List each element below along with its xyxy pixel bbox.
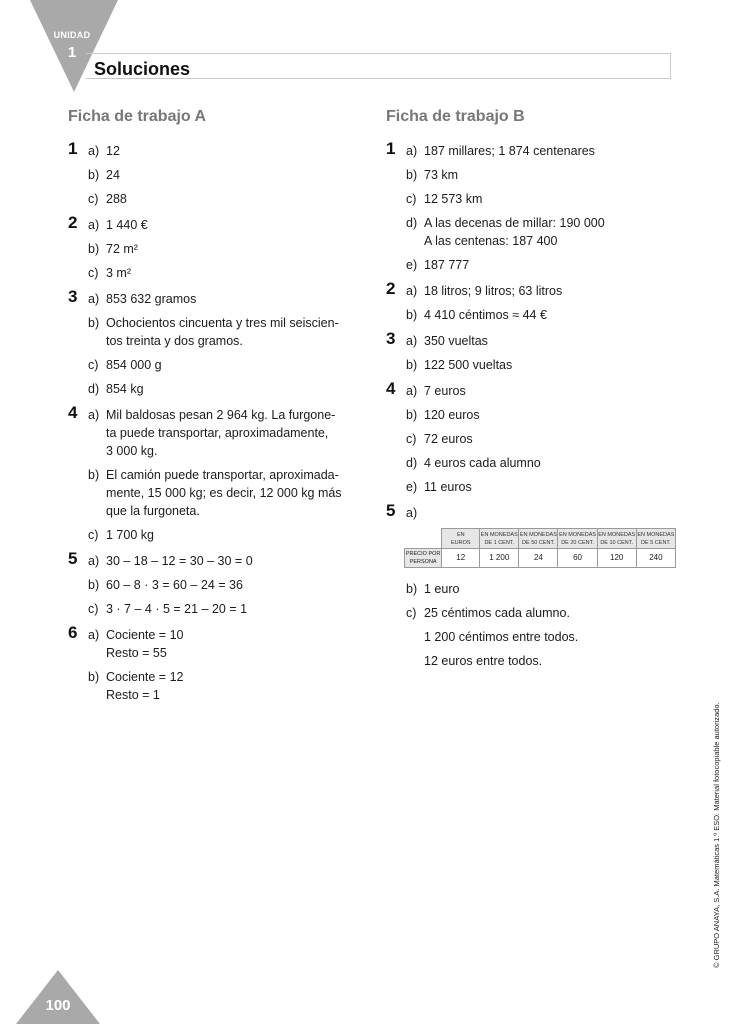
answer-item: [88, 668, 358, 704]
answer-text: 11 euros: [424, 480, 472, 494]
answer-item: [88, 216, 358, 234]
table-header: EN EUROS: [442, 529, 480, 549]
answer-text: 3 m²: [106, 266, 131, 280]
item-letter: b): [88, 242, 100, 256]
answer-text: 30 – 18 – 12 = 30 – 30 = 0: [106, 554, 253, 568]
exercise-number: 2: [68, 213, 78, 232]
item-letter: a): [406, 144, 418, 158]
table-cell: 12: [442, 549, 480, 568]
answer-text: 72 m²: [106, 242, 138, 256]
answer-item: [406, 504, 676, 522]
item-letter: c): [406, 606, 417, 620]
answer-text: 122 500 vueltas: [424, 358, 513, 372]
item-letter: b): [88, 670, 100, 684]
item-letter: b): [406, 582, 418, 596]
unit-number: 1: [67, 44, 77, 61]
answer-item: [88, 406, 358, 460]
answer-text: 25 céntimos cada alumno.: [424, 606, 570, 620]
answer-text: Cociente = 12 Resto = 1: [106, 670, 184, 702]
exercise-b4: [386, 379, 676, 496]
answer-item: [406, 190, 676, 208]
answer-item: [406, 332, 676, 350]
exercise-a5: [68, 549, 358, 618]
answer-item: [406, 356, 676, 374]
answer-item: [88, 576, 358, 594]
exercise-a3: [68, 287, 358, 398]
answer-item: [406, 214, 676, 250]
item-letter: a): [406, 384, 418, 398]
item-letter: c): [88, 192, 99, 206]
answer-item: [88, 626, 358, 662]
answer-text: 4 410 céntimos ≈ 44 €: [424, 308, 547, 322]
answer-text: 187 777: [424, 258, 470, 272]
exercise-number: 3: [386, 329, 396, 348]
answer-item: [88, 264, 358, 282]
answer-text: 854 000 g: [106, 358, 162, 372]
answer-text: 120 euros: [424, 408, 480, 422]
table-row-header: PRECIO POR PERSONA: [405, 549, 442, 568]
item-letter: a): [88, 218, 100, 232]
answer-item: [406, 478, 676, 496]
table-cell: 240: [636, 549, 675, 568]
answer-item: [88, 552, 358, 570]
exercise-number: 1: [68, 139, 78, 158]
answer-text: 72 euros: [424, 432, 473, 446]
ficha-b-title: Ficha de trabajo B: [386, 108, 525, 125]
answer-item: [88, 190, 358, 208]
answer-item: [406, 430, 676, 448]
answer-text: 350 vueltas: [424, 334, 488, 348]
table-header: EN MONEDAS DE 10 CENT.: [597, 529, 636, 549]
item-letter: b): [88, 316, 100, 330]
answer-item: [406, 282, 676, 300]
answer-text: 24: [106, 168, 120, 182]
item-letter: a): [88, 554, 100, 568]
exercise-a4: [68, 403, 358, 544]
ficha-a-title: Ficha de trabajo A: [68, 108, 207, 125]
answer-text: 4 euros cada alumno: [424, 456, 541, 470]
exercise-a2: [68, 213, 358, 282]
item-letter: e): [406, 480, 418, 494]
item-letter: c): [88, 266, 99, 280]
item-letter: d): [88, 382, 100, 396]
answer-text: 288: [106, 192, 127, 206]
answer-text: Cociente = 10 Resto = 55: [106, 628, 184, 660]
page-number-corner: [0, 964, 120, 1024]
item-letter: c): [88, 602, 99, 616]
answer-continuation: 1 200 céntimos entre todos.: [424, 630, 579, 644]
answer-continuation: 12 euros entre todos.: [424, 654, 543, 668]
answer-text: 73 km: [424, 168, 459, 182]
item-letter: c): [406, 432, 417, 446]
item-letter: d): [406, 456, 418, 470]
item-letter: a): [406, 284, 418, 298]
exercise-number: 5: [386, 501, 396, 520]
exercise-a6: [68, 623, 358, 704]
exercise-number: 4: [68, 403, 78, 422]
item-letter: b): [88, 168, 100, 182]
answer-item: [88, 356, 358, 374]
answer-item: [406, 406, 676, 424]
exercise-b2: [386, 279, 676, 324]
answer-item: [406, 604, 676, 622]
table-header: EN MONEDAS DE 1 CENT.: [480, 529, 519, 549]
coins-table-header-row: [405, 529, 676, 549]
item-letter: b): [88, 468, 100, 482]
answer-item: [406, 454, 676, 472]
answer-item: [406, 256, 676, 274]
exercise-b3: [386, 329, 676, 374]
item-letter: c): [88, 528, 99, 542]
exercise-b1: [386, 139, 676, 274]
page-number: 100: [45, 997, 71, 1014]
answer-text: Ochocientos cincuenta y tres mil seiscien- tos treinta y dos gramos.: [106, 316, 339, 348]
table-cell: 60: [558, 549, 597, 568]
item-letter: c): [88, 358, 99, 372]
answer-item: [88, 142, 358, 160]
item-letter: b): [406, 168, 418, 182]
exercise-a1: [68, 139, 358, 208]
table-header: EN MONEDAS DE 20 CENT.: [558, 529, 597, 549]
answer-text: 3 · 7 – 4 · 5 = 21 – 20 = 1: [106, 602, 248, 616]
table-cell: 1 200: [480, 549, 519, 568]
answer-item: [406, 382, 676, 400]
item-letter: b): [88, 578, 100, 592]
item-letter: b): [406, 358, 418, 372]
answer-text: 853 632 gramos: [106, 292, 197, 306]
exercise-b5: [386, 501, 676, 670]
table-cell: 24: [519, 549, 558, 568]
answer-text: 1 euro: [424, 582, 460, 596]
answer-text: Mil baldosas pesan 2 964 kg. La furgone- ta puede transportar, aproximadamente, 3 000 kg.: [106, 408, 336, 458]
copyright-notice: © GRUPO ANAYA, S.A. Matemáticas 1.º ESO. Material fotocopiable autorizado.: [712, 702, 721, 968]
item-letter: a): [406, 334, 418, 348]
unit-label: UNIDAD: [53, 30, 91, 40]
item-letter: c): [406, 192, 417, 206]
exercise-number: 6: [68, 623, 78, 642]
answer-text: 854 kg: [106, 382, 144, 396]
answer-item: [406, 142, 676, 160]
table-cell: 120: [597, 549, 636, 568]
answer-text: 7 euros: [424, 384, 466, 398]
answer-item: [88, 314, 358, 350]
answer-item: [88, 240, 358, 258]
answer-item: [88, 600, 358, 618]
answer-item: [88, 526, 358, 544]
answer-item: [406, 306, 676, 324]
answer-item: [406, 166, 676, 184]
answer-item: [88, 380, 358, 398]
answer-text: 187 millares; 1 874 centenares: [424, 144, 595, 158]
item-letter: b): [406, 408, 418, 422]
coins-table-row: [405, 549, 676, 568]
answer-item: [88, 290, 358, 308]
table-header: EN MONEDAS DE 5 CENT.: [636, 529, 675, 549]
item-letter: a): [406, 506, 418, 520]
exercise-number: 4: [386, 379, 396, 398]
answer-text: El camión puede transportar, aproximada- mente, 15 000 kg; es decir, 12 000 kg más que la furgoneta.: [106, 468, 342, 518]
answer-text: 12: [106, 144, 120, 158]
item-letter: d): [406, 216, 418, 230]
exercise-number: 3: [68, 287, 78, 306]
answer-item: [88, 166, 358, 184]
item-letter: e): [406, 258, 418, 272]
table-header: EN MONEDAS DE 50 CENT.: [519, 529, 558, 549]
ficha-a-column: [68, 108, 358, 712]
exercise-number: 2: [386, 279, 396, 298]
item-letter: a): [88, 144, 100, 158]
answer-text: [424, 504, 676, 522]
page-title: Soluciones: [94, 59, 191, 79]
answer-text: 1 440 €: [106, 218, 148, 232]
answer-text: A las decenas de millar: 190 000 A las centenas: 187 400: [424, 216, 605, 248]
exercise-number: 1: [386, 139, 396, 158]
answer-text: 1 700 kg: [106, 528, 154, 542]
item-letter: a): [88, 628, 100, 642]
answer-text: 18 litros; 9 litros; 63 litros: [424, 284, 563, 298]
coins-table: [404, 528, 676, 568]
ficha-b-column: [386, 108, 676, 678]
item-letter: b): [406, 308, 418, 322]
answer-text: 12 573 km: [424, 192, 483, 206]
item-letter: a): [88, 408, 100, 422]
answer-item: [406, 580, 676, 598]
answer-text: 60 – 8 · 3 = 60 – 24 = 36: [106, 578, 243, 592]
item-letter: a): [88, 292, 100, 306]
table-corner: [405, 529, 442, 549]
answer-item: [88, 466, 358, 520]
exercise-number: 5: [68, 549, 78, 568]
